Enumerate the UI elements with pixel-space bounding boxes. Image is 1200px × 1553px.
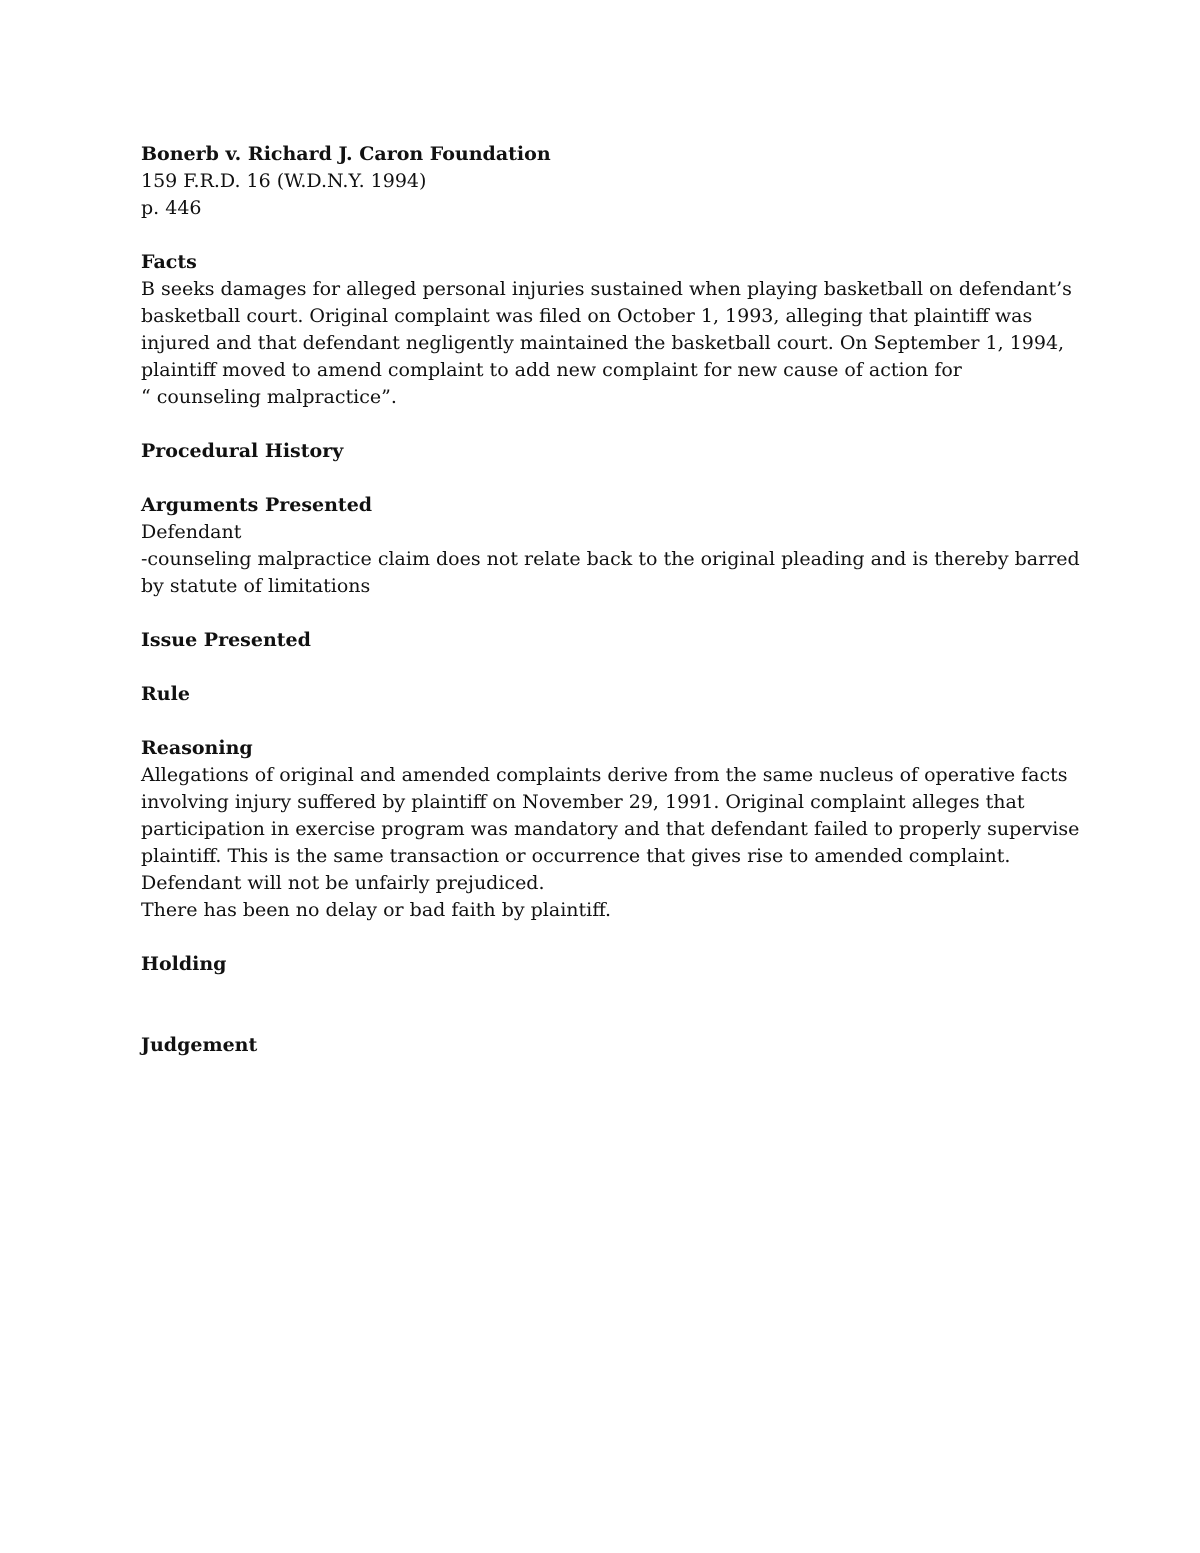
case-citation: 159 F.R.D. 16 (W.D.N.Y. 1994) [141,170,427,192]
arguments-party: Defendant [141,521,242,543]
spacer [141,600,1061,627]
spacer [141,654,1061,681]
arguments-line: -counseling malpractice claim does not relate back to the original pleading and is thereby barred [141,548,1080,570]
reasoning-heading: Reasoning [141,737,253,759]
spacer [141,924,1061,951]
rule-heading: Rule [141,683,190,705]
arguments-heading: Arguments Presented [141,494,373,516]
issue-heading: Issue Presented [141,629,311,651]
spacer [141,978,1061,1032]
facts-line: B seeks damages for alleged personal injuries sustained when playing basketball on defendant’s [141,278,1072,300]
facts-line: basketball court. Original complaint was filed on October 1, 1993, alleging that plaintiff was [141,305,1033,327]
reasoning-line: participation in exercise program was mandatory and that defendant failed to properly supervise [141,818,1080,840]
holding-heading: Holding [141,953,227,975]
facts-line: “ counseling malpractice”. [141,386,397,408]
spacer [141,222,1061,249]
arguments-line: by statute of limitations [141,575,371,597]
reasoning-line: plaintiff. This is the same transaction or occurrence that gives rise to amended complaint. [141,845,1011,867]
case-title: Bonerb v. Richard J. Caron Foundation [141,143,551,165]
judgement-heading: Judgement [141,1034,258,1056]
spacer [141,411,1061,438]
reasoning-line: There has been no delay or bad faith by plaintiff. [141,899,612,921]
spacer [141,465,1061,492]
document-page [141,141,1080,1059]
facts-heading: Facts [141,251,197,273]
spacer [141,708,1061,735]
reasoning-line: involving injury suffered by plaintiff on November 29, 1991. Original complaint alleges that [141,791,1025,813]
reasoning-line: Defendant will not be unfairly prejudiced. [141,872,545,894]
reasoning-line: Allegations of original and amended complaints derive from the same nucleus of operative facts [141,764,1068,786]
facts-line: plaintiff moved to amend complaint to add new complaint for new cause of action for [141,359,962,381]
page-reference: p. 446 [141,197,202,219]
procedural-history-heading: Procedural History [141,440,344,462]
facts-line: injured and that defendant negligently maintained the basketball court. On September 1, 1994, [141,332,1065,354]
